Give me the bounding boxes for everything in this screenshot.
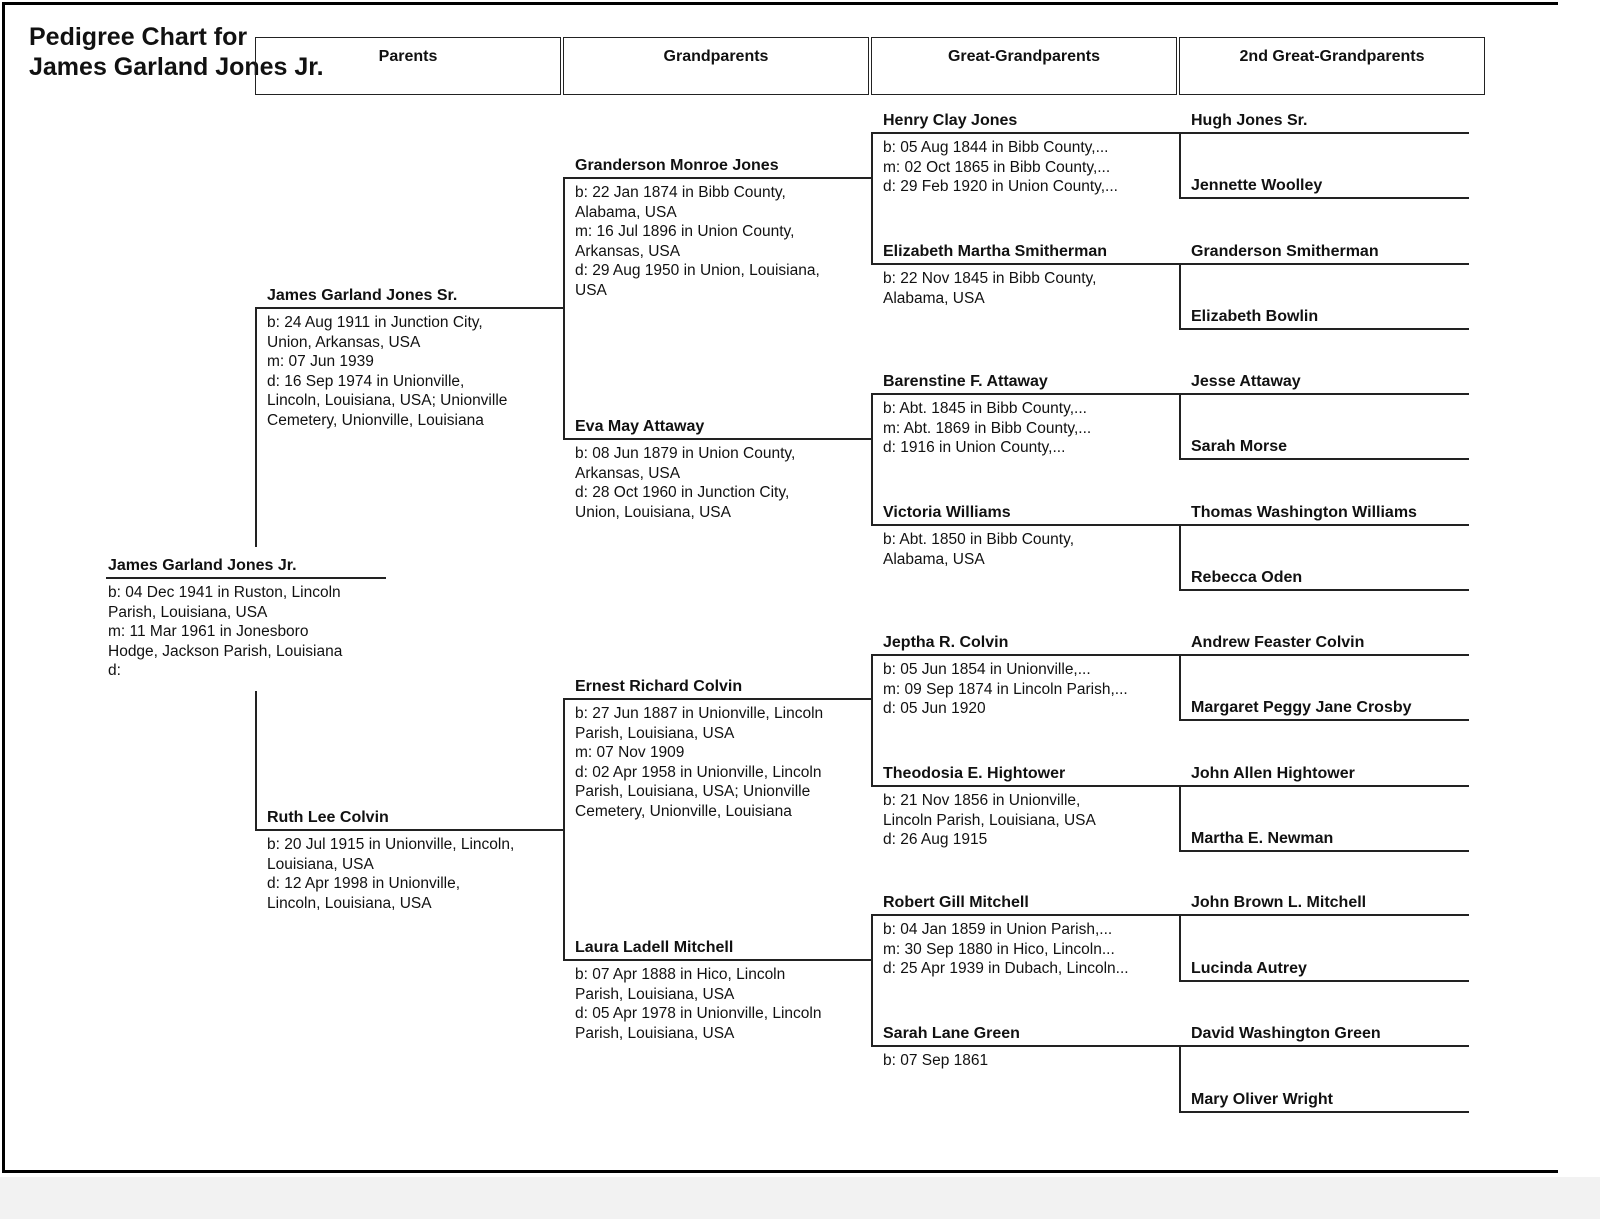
gggp-bracket-1 <box>1179 132 1181 198</box>
fact-line: Union, Arkansas, USA <box>267 333 421 351</box>
connector-root-to-mother <box>255 691 257 831</box>
fact-line: d: 28 Oct 1960 in Junction City, <box>575 484 790 501</box>
person-facts <box>575 183 820 300</box>
person-name[interactable]: Sarah Lane Green <box>883 1025 1020 1042</box>
gggp-name-14[interactable]: Lucinda Autrey <box>1191 960 1307 977</box>
person-name[interactable]: Ernest Richard Colvin <box>575 678 743 695</box>
person-great-grandparent-3 <box>883 372 1091 458</box>
fact-line: d: 29 Aug 1950 in Union, Louisiana, <box>575 262 820 279</box>
fact-line: b: Abt. 1845 in Bibb County,... <box>883 400 1087 417</box>
fact-line: Alabama, USA <box>883 289 985 307</box>
person-facts <box>267 313 507 430</box>
person-facts <box>883 920 1129 979</box>
fact-line: m: 07 Jun 1939 <box>267 353 374 370</box>
fact-line: Alabama, USA <box>883 550 985 568</box>
connector-father-bracket <box>563 177 565 439</box>
fact-line: Parish, Louisiana, USA <box>108 603 268 621</box>
fact-line: Cemetery, Unionville, Louisiana <box>267 411 484 429</box>
fact-line: d: 05 Jun 1920 <box>883 700 986 717</box>
person-name[interactable]: Barenstine F. Attaway <box>883 373 1048 390</box>
fact-line: b: 04 Jan 1859 in Union Parish,... <box>883 921 1113 938</box>
person-facts <box>883 138 1118 197</box>
person-name[interactable]: Elizabeth Martha Smitherman <box>883 243 1108 260</box>
person-great-grandparent-2 <box>883 242 1107 308</box>
gggp-bracket-4 <box>1179 524 1181 590</box>
gggp-name-4[interactable]: Elizabeth Bowlin <box>1191 308 1319 325</box>
fact-line: b: 07 Sep 1861 <box>883 1052 989 1069</box>
person-name[interactable]: Victoria Williams <box>883 504 1011 521</box>
header-2nd-great-grandparents: 2nd Great-Grandparents <box>1179 37 1485 95</box>
fact-line: b: 05 Aug 1844 in Bibb County,... <box>883 139 1109 156</box>
person-facts <box>883 399 1091 458</box>
fact-line: m: Abt. 1869 in Bibb County,... <box>883 419 1092 437</box>
header-grandparents: Grandparents <box>563 37 869 95</box>
fact-line: d: 29 Feb 1920 in Union County,... <box>883 178 1118 195</box>
gggp-bracket-6 <box>1179 785 1181 851</box>
fact-line: m: 09 Sep 1874 in Lincoln Parish,... <box>883 680 1128 698</box>
fact-line: b: 27 Jun 1887 in Unionville, Lincoln <box>575 705 824 722</box>
person-facts <box>267 835 514 913</box>
fact-line: d: <box>108 662 121 679</box>
fact-line: m: 07 Nov 1909 <box>575 744 685 761</box>
person-facts <box>883 1051 1020 1071</box>
fact-line: b: 08 Jun 1879 in Union County, <box>575 445 796 462</box>
person-facts <box>883 530 1074 569</box>
person-facts <box>575 704 823 821</box>
person-name[interactable]: Jeptha R. Colvin <box>883 634 1009 651</box>
gggp-line-4 <box>1179 328 1469 330</box>
fact-line: Alabama, USA <box>575 203 677 221</box>
fact-line: Cemetery, Unionville, Louisiana <box>575 802 792 820</box>
fact-line: b: Abt. 1850 in Bibb County, <box>883 531 1075 548</box>
connector-ggp-5-6 <box>871 654 873 786</box>
gggp-name-9[interactable]: Andrew Feaster Colvin <box>1191 634 1365 651</box>
person-name[interactable]: James Garland Jones Sr. <box>267 287 458 304</box>
fact-line: b: 22 Jan 1874 in Bibb County, <box>575 184 786 201</box>
fact-line: d: 12 Apr 1998 in Unionville, <box>267 875 461 892</box>
header-parents: Parents <box>255 37 561 95</box>
person-mat-grandmother <box>575 938 821 1043</box>
chart-title-line2: James Garland Jones Jr. <box>29 53 324 81</box>
gggp-name-2[interactable]: Jennette Woolley <box>1191 177 1323 194</box>
person-great-grandparent-4 <box>883 503 1074 569</box>
gggp-name-15[interactable]: David Washington Green <box>1191 1025 1381 1042</box>
gggp-line-16 <box>1179 1111 1469 1113</box>
page-background-strip <box>0 1177 1600 1219</box>
gggp-line-10 <box>1179 719 1469 721</box>
fact-line: Lincoln, Louisiana, USA <box>267 894 432 912</box>
fact-line: b: 22 Nov 1845 in Bibb County, <box>883 270 1097 287</box>
gggp-name-16[interactable]: Mary Oliver Wright <box>1191 1091 1333 1108</box>
gggp-bracket-5 <box>1179 654 1181 720</box>
person-name[interactable]: Henry Clay Jones <box>883 112 1018 129</box>
fact-line: d: 05 Apr 1978 in Unionville, Lincoln <box>575 1005 822 1022</box>
person-name[interactable]: Theodosia E. Hightower <box>883 765 1066 782</box>
fact-line: b: 04 Dec 1941 in Ruston, Lincoln <box>108 584 341 601</box>
person-facts <box>883 791 1096 850</box>
person-great-grandparent-6 <box>883 764 1096 850</box>
fact-line: Arkansas, USA <box>575 242 681 260</box>
fact-line: d: 25 Apr 1939 in Dubach, Lincoln... <box>883 960 1129 977</box>
person-great-grandparent-7 <box>883 893 1129 979</box>
gggp-bracket-8 <box>1179 1045 1181 1111</box>
chart-title-line1: Pedigree Chart for <box>29 23 248 51</box>
fact-line: b: 05 Jun 1854 in Unionville,... <box>883 661 1091 678</box>
fact-line: d: 16 Sep 1974 in Unionville, <box>267 372 465 390</box>
gggp-name-12[interactable]: Martha E. Newman <box>1191 830 1334 847</box>
person-father <box>267 286 507 430</box>
gggp-bracket-7 <box>1179 914 1181 980</box>
connector-ggp-1-2 <box>871 132 873 264</box>
fact-line: b: 24 Aug 1911 in Junction City, <box>267 314 483 331</box>
gggp-name-5[interactable]: Jesse Attaway <box>1191 373 1301 390</box>
fact-line: Lincoln Parish, Louisiana, USA <box>883 811 1096 829</box>
fact-line: Parish, Louisiana, USA <box>575 1024 735 1042</box>
gggp-line-14 <box>1179 980 1469 982</box>
person-name[interactable]: Ruth Lee Colvin <box>267 809 389 826</box>
person-root <box>108 556 342 681</box>
fact-line: d: 26 Aug 1915 <box>883 831 988 848</box>
fact-line: Louisiana, USA <box>267 855 374 873</box>
fact-line: USA <box>575 281 607 299</box>
gggp-name-7[interactable]: Thomas Washington Williams <box>1191 504 1417 521</box>
fact-line: m: 02 Oct 1865 in Bibb County,... <box>883 158 1111 176</box>
gggp-name-3[interactable]: Granderson Smitherman <box>1191 243 1379 260</box>
fact-line: b: 21 Nov 1856 in Unionville, <box>883 792 1081 809</box>
fact-line: m: 30 Sep 1880 in Hico, Lincoln... <box>883 940 1115 958</box>
gggp-line-2 <box>1179 197 1469 199</box>
fact-line: Parish, Louisiana, USA; Unionville <box>575 783 811 800</box>
person-pat-grandmother <box>575 417 795 522</box>
fact-line: d: 02 Apr 1958 in Unionville, Lincoln <box>575 763 822 781</box>
gggp-line-12 <box>1179 850 1469 852</box>
fact-line: Parish, Louisiana, USA <box>575 985 735 1003</box>
person-name[interactable]: Robert Gill Mitchell <box>883 894 1029 911</box>
fact-line: Arkansas, USA <box>575 464 681 482</box>
fact-line: m: 16 Jul 1896 in Union County, <box>575 223 795 240</box>
person-name[interactable]: Eva May Attaway <box>575 418 705 435</box>
person-mother <box>267 808 514 913</box>
gggp-name-10[interactable]: Margaret Peggy Jane Crosby <box>1191 699 1412 716</box>
fact-line: b: 07 Apr 1888 in Hico, Lincoln <box>575 966 786 983</box>
connector-ggp-3-4 <box>871 393 873 525</box>
connector-mother-bracket <box>563 698 565 960</box>
gggp-name-1[interactable]: Hugh Jones Sr. <box>1191 112 1308 129</box>
fact-line: Union, Louisiana, USA <box>575 503 731 521</box>
gggp-line-6 <box>1179 458 1469 460</box>
chart-frame <box>2 2 1558 1173</box>
gggp-bracket-3 <box>1179 393 1181 459</box>
person-facts <box>575 444 795 522</box>
gggp-name-11[interactable]: John Allen Hightower <box>1191 765 1355 782</box>
connector-root-to-father <box>255 307 257 547</box>
gggp-name-6[interactable]: Sarah Morse <box>1191 438 1288 455</box>
fact-line: b: 20 Jul 1915 in Unionville, Lincoln, <box>267 836 515 853</box>
gggp-line-8 <box>1179 589 1469 591</box>
connector-ggp-7-8 <box>871 914 873 1046</box>
person-great-grandparent-1 <box>883 111 1118 197</box>
person-name[interactable]: James Garland Jones Jr. <box>108 557 297 574</box>
person-name[interactable]: Laura Ladell Mitchell <box>575 939 734 956</box>
person-pat-grandfather <box>575 156 820 300</box>
person-facts <box>108 583 342 681</box>
gggp-bracket-2 <box>1179 263 1181 329</box>
gggp-name-8[interactable]: Rebecca Oden <box>1191 569 1303 586</box>
person-facts <box>883 660 1128 719</box>
fact-line: d: 1916 in Union County,... <box>883 439 1066 456</box>
fact-line: Parish, Louisiana, USA <box>575 724 735 742</box>
header-great-grandparents: Great-Grandparents <box>871 37 1177 95</box>
fact-line: Hodge, Jackson Parish, Louisiana <box>108 642 343 660</box>
person-mat-grandfather <box>575 677 823 821</box>
person-facts <box>575 965 821 1043</box>
fact-line: Lincoln, Louisiana, USA; Unionville <box>267 392 508 409</box>
person-name[interactable]: Granderson Monroe Jones <box>575 157 779 174</box>
gggp-name-13[interactable]: John Brown L. Mitchell <box>1191 894 1367 911</box>
person-great-grandparent-8 <box>883 1024 1020 1071</box>
fact-line: m: 11 Mar 1961 in Jonesboro <box>108 623 309 640</box>
person-great-grandparent-5 <box>883 633 1128 719</box>
person-facts <box>883 269 1107 308</box>
